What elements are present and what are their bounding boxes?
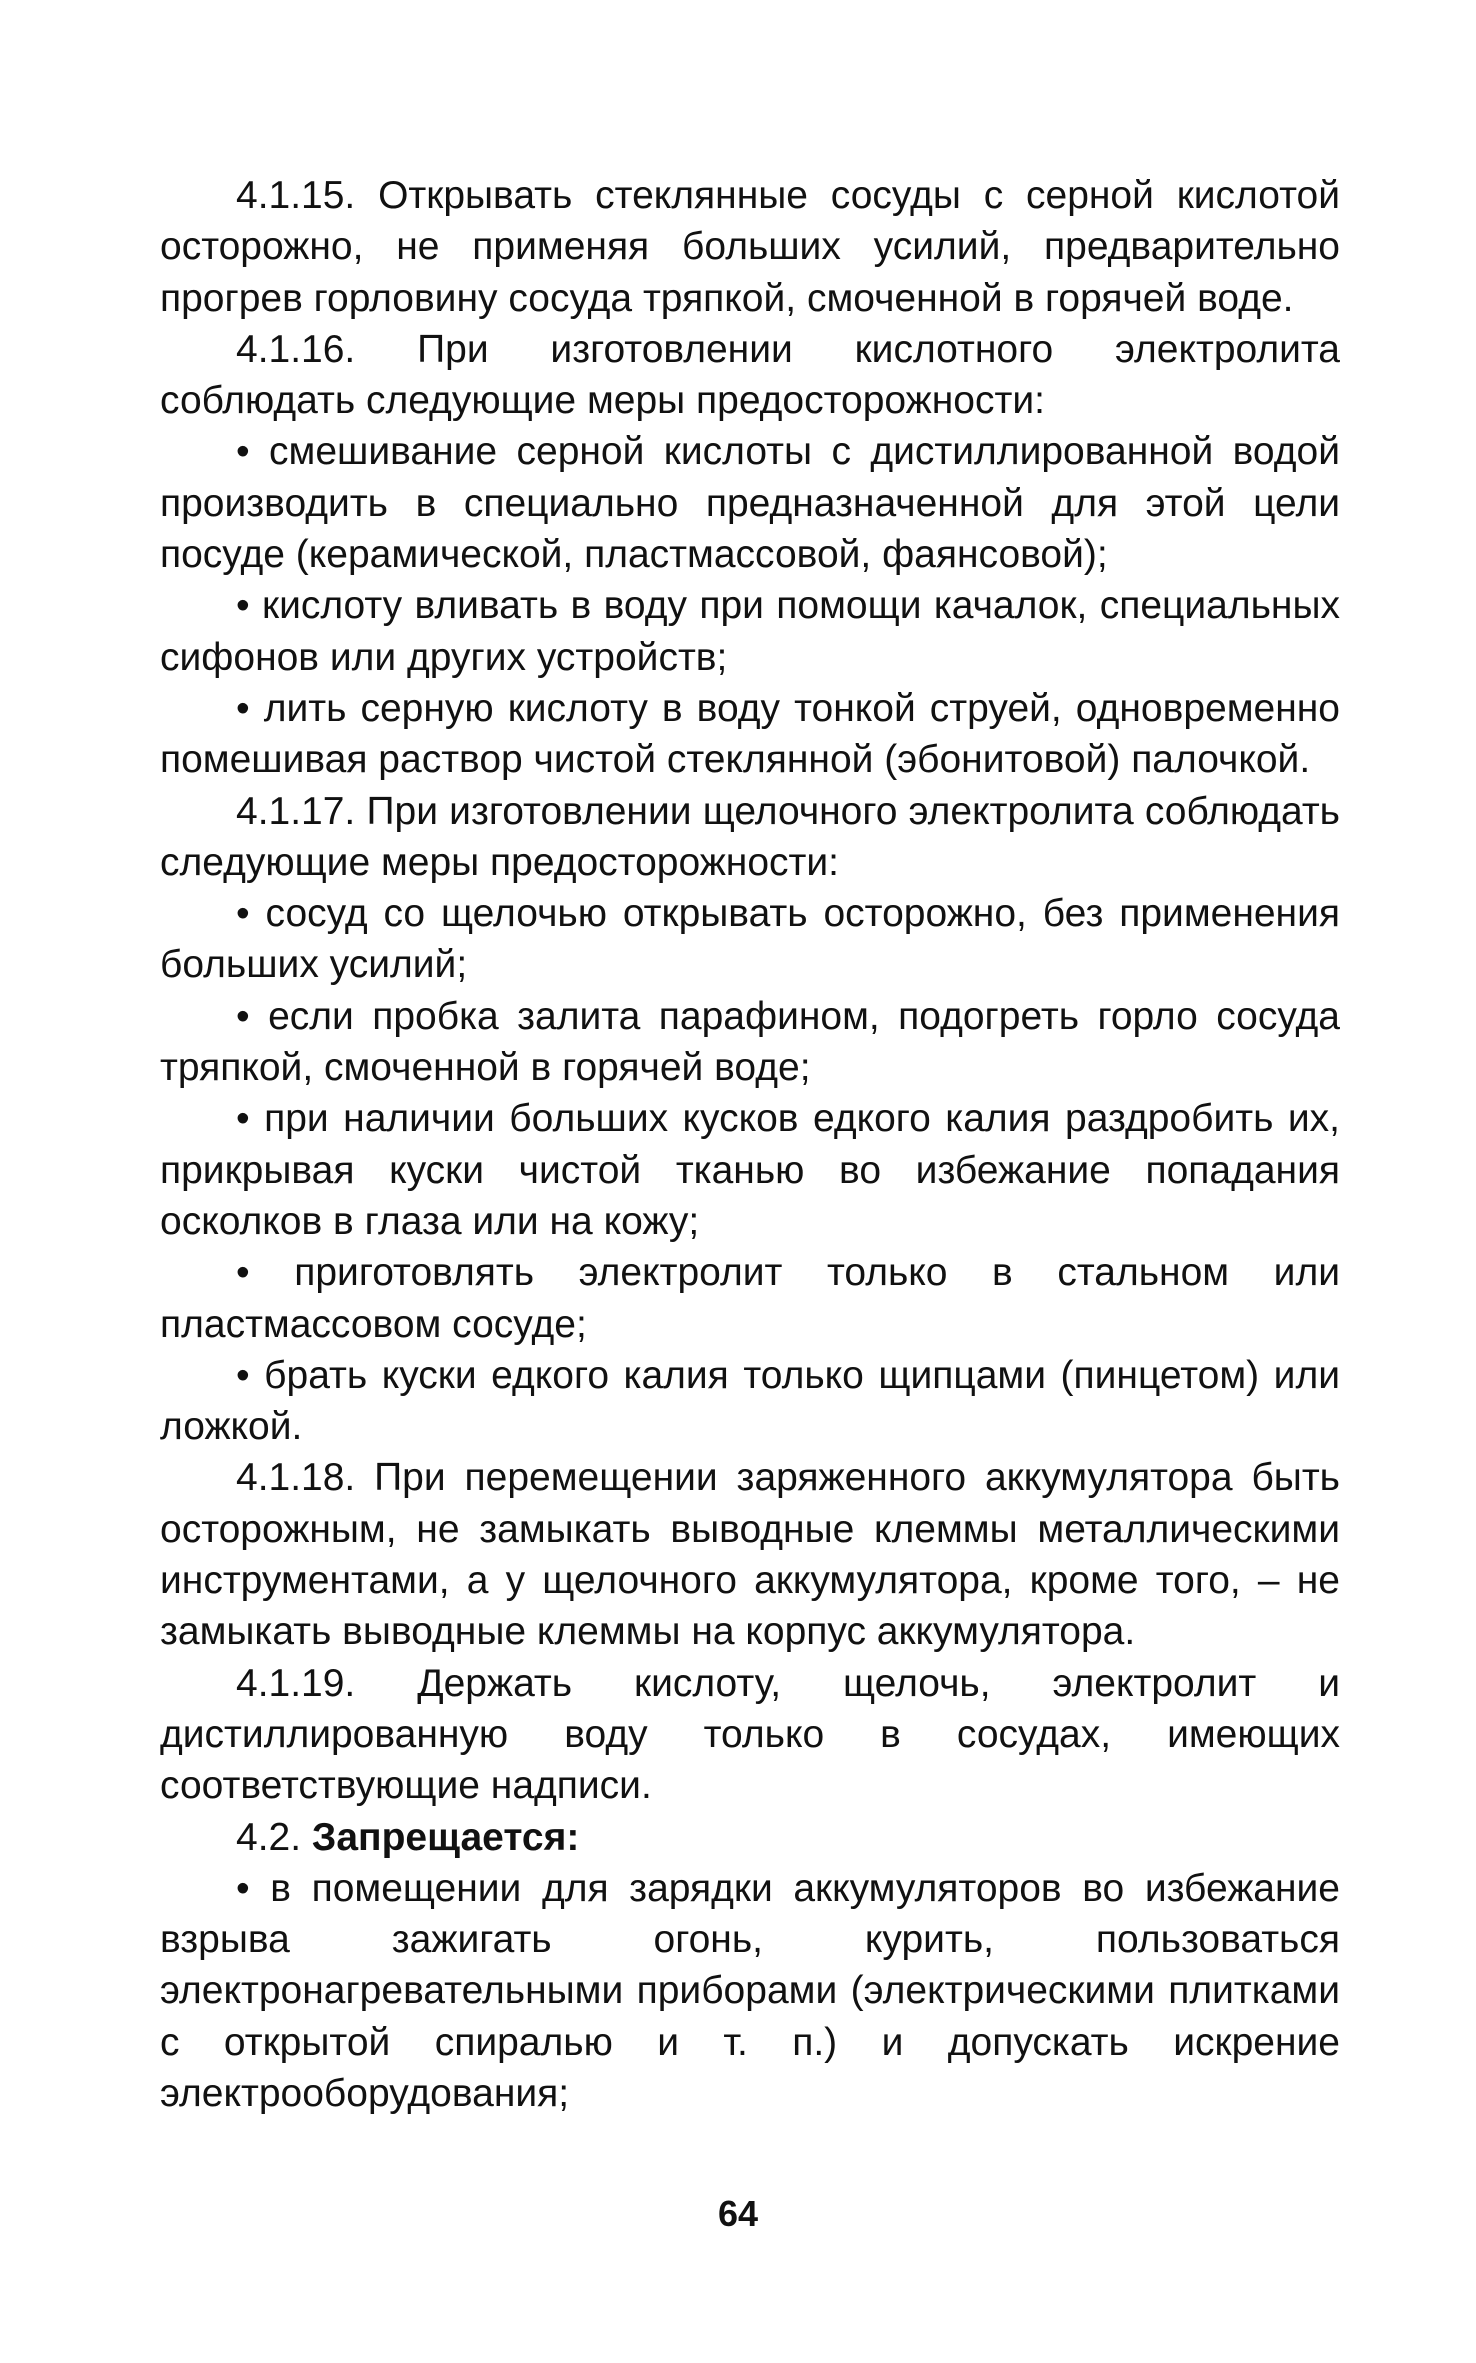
section-label: Запрещается: [311,1815,580,1859]
bullet-prohibited-fire: • в помещении для зарядки аккумуляторов во избежание взрыва зажигать огонь, курить, пользоваться электронагревательными приборами (электрическими плитками с открытой спиралью и т. п.) и допускать искрение электрооборудования; [160,1866,1340,2115]
paragraph-4-1-18: 4.1.18. При перемещении заряженного аккумулятора быть осторожным, не замыкать выводные клеммы металлическими инструментами, а у щелочного аккумулятора, кроме того, – не замыкать выводные клеммы на корпус аккумулятора. [160,1456,1340,1654]
bullet-acid-mixing: • смешивание серной кислоты с дистиллированной водой производить в специально предназначенной для этой цели посуде (керамической, пластмассовой, фаянсовой); [160,430,1340,577]
bullet-vessel-type: • приготовлять электролит только в стальном или пластмассовом сосуде; [160,1251,1340,1346]
paragraph-4-1-15: 4.1.15. Открывать стеклянные сосуды с серной кислотой осторожно, не применяя больших усилий, предварительно прогрев горловину сосуда тряпкой, смоченной в горячей воде. [160,174,1340,320]
page-number: 64 [717,2193,759,2234]
bullet-tongs: • брать куски едкого калия только щипцами (пинцетом) или ложкой. [160,1353,1340,1449]
section-heading-4-2 [160,1812,1340,1863]
paragraph-4-1-19: 4.1.19. Держать кислоту, щелочь, электролит и дистиллированную воду только в сосудах, имеющих соответствующие надписи. [160,1661,1340,1808]
bullet-paraffin-cork: • если пробка залита парафином, подогреть горло сосуда тряпкой, смоченной в горячей воде; [160,994,1340,1090]
section-number: 4.2. [236,1815,302,1859]
bullet-crush-potassium: • при наличии больших кусков едкого калия раздробить их, прикрывая куски чистой тканью во избежание попадания осколков в глаза или на кожу; [160,1097,1340,1243]
bullet-alkali-open: • сосуд со щелочью открывать осторожно, без применения больших усилий; [160,892,1340,987]
bullet-acid-thin-stream: • лить серную кислоту в воду тонкой струей, одновременно помешивая раствор чистой стеклянной (эбонитовой) палочкой. [160,686,1340,782]
page-text [160,170,1340,2119]
paragraph-4-1-17: 4.1.17. При изготовлении щелочного электролита соблюдать следующие меры предосторожности: [160,789,1340,884]
paragraph-4-1-16: 4.1.16. При изготовлении кислотного электролита соблюдать следующие меры предосторожности: [160,327,1340,423]
bullet-acid-pouring-tools: • кислоту вливать в воду при помощи качалок, специальных сифонов или других устройств; [160,584,1340,679]
